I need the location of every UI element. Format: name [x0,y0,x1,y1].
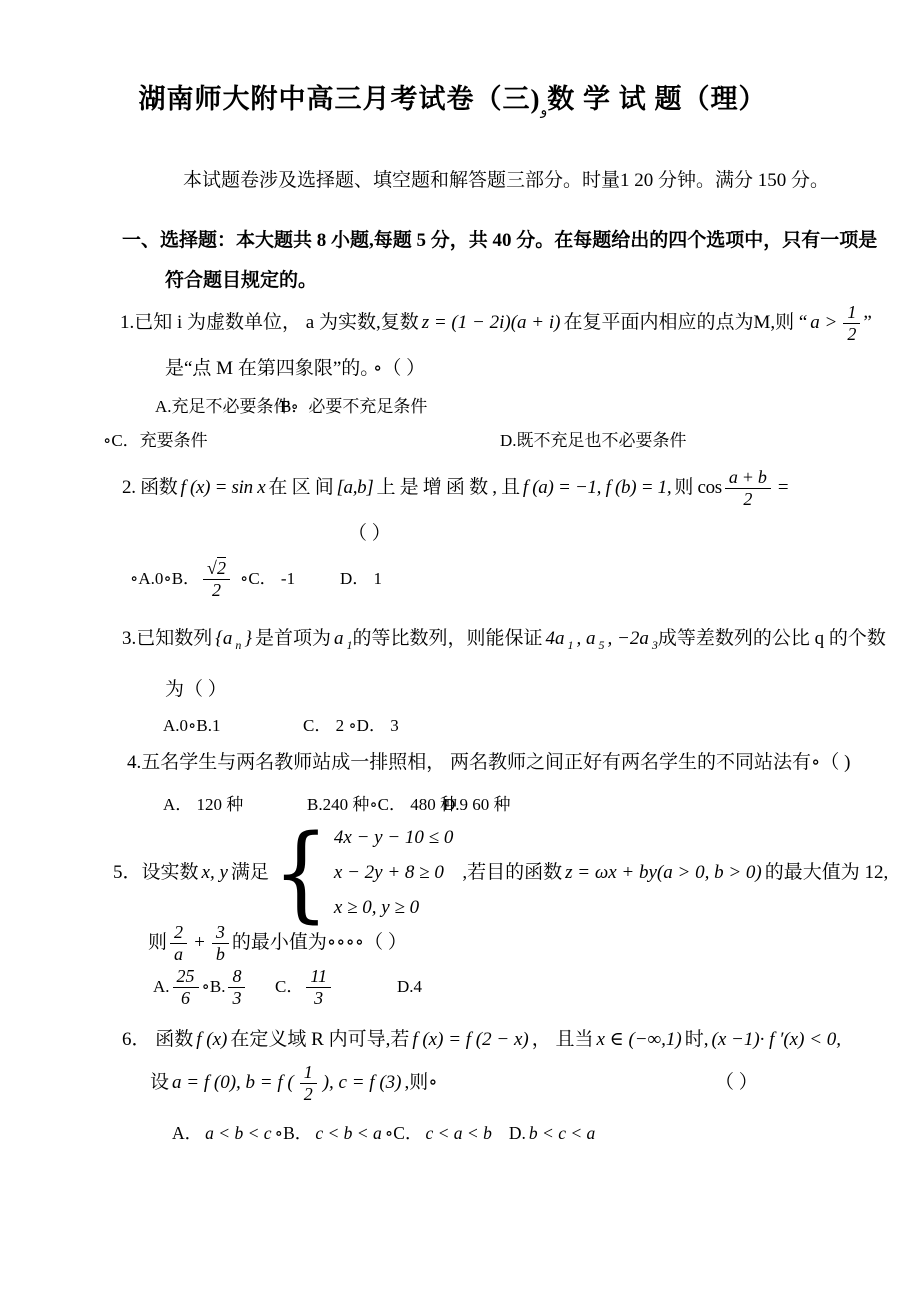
section1-heading-line2: 符合题目规定的。 [165,270,318,291]
q3-sub-1: 1 [346,637,353,652]
q3-text-3: 的等比数列，则能保证 [352,628,543,649]
q2-option-c: ∘C． -1 [240,569,296,588]
q2-option-b-denominator: 2 [211,579,221,600]
q6-text-4: 时, [684,1029,709,1050]
q3-sub-1b: 1 [567,637,574,652]
q2-sqrt [203,558,230,580]
q5-option-a-label: A. [153,977,170,996]
q5-math-objective: z = ωx + by(a > 0, b > 0) [565,862,762,883]
q4-option-d: D.9 60 种 [443,795,511,814]
q6-math-derivative: (x −1)· f ′(x) < 0, [711,1029,842,1050]
exam-title [0,86,905,123]
q2-fraction-a-plus-b-over-2 [725,467,771,509]
q2-math-function: f (x) = sin x [180,477,266,498]
q5-line2-text-2: 的最小值为∘∘∘∘（ ） [231,932,407,953]
q6-line2-text-1: 设 [150,1072,170,1093]
q5-option-b-fraction [228,966,245,1008]
q3-options-cd: C． 2 ∘D． 3 [303,716,399,735]
q5-fracC-den: 3 [314,987,324,1008]
q6-option-b-label: B． [283,1123,313,1143]
q2-option-d: D． 1 [340,569,383,588]
q5-option-c-label: C． [275,977,304,996]
q6-math-symmetry: f (x) = f (2 − x) [412,1029,529,1050]
q3-text-4: 成等差数列的公比 q 的个数 [657,628,886,649]
q2-text-1: 2. 函数 [122,477,178,498]
q1-option-d: D.既不充足也不必要条件 [500,431,687,450]
section1-heading-line1: 一、选择题：本大题共 8 小题,每题 5 分，共 40 分。在每题给出的四个选项中，只有一项是 [122,230,878,251]
q2-options-ab-group [130,549,233,609]
q1-option-b: B．必要不充足条件 [280,397,428,416]
q6-option-d-label: D. [508,1123,526,1143]
q1-frac-denominator: 2 [847,323,857,344]
q5-fracC-num: 11 [306,966,331,988]
q3-math-4a1: 4a [545,628,565,649]
q3-text-2: 是首项为 [254,628,331,649]
exam-subtitle: 本试题卷涉及选择题、填空题和解答题三部分。时量1 20 分钟。满分 150 分。 [183,170,830,191]
q2-option-a: ∘A.0∘ [130,569,172,588]
q6-option-a-label: A． [172,1123,203,1143]
q6-line2 [150,1056,438,1110]
q3-sub-3: 3 [651,637,658,652]
question-1-line2: 是“点 M 在第四象限”的。 [165,358,380,379]
q5-option-d: D.4 [397,977,423,996]
q5-fraction-3-over-b [212,922,229,964]
question-2-stem [122,458,792,518]
q5-frac1-den: a [174,943,184,964]
q3-math-seq-close: } [244,628,252,649]
q2-radical-sign: √ [207,557,217,578]
q1-text-1: 1.已知 i 为虚数单位， a 为实数,复数 [120,312,419,333]
q5-math-xy: x, y [201,862,228,883]
q1-text-2: 在复平面内相应的点为M,则 “ [563,312,808,333]
q5-text-2: 满足 [230,862,269,883]
q2-option-b-fraction-sqrt2-over-2 [203,558,230,600]
q2-options-row [0,549,920,609]
q6-math-abc-1: a = f (0), b = f ( [172,1072,294,1093]
q3-answer-bracket-line: 为（ ） [165,679,227,700]
q5-options-row [0,961,920,1013]
q6-text-2: 在定义域 R 内可导,若 [230,1029,410,1050]
q5-options-ab-group [153,961,248,1013]
q6-option-d-math: b < c < a [528,1123,596,1143]
question-4-stem: 4.五名学生与两名教师站成一排照相， 两名教师之间正好有两名学生的不同站法有∘（ ) [127,752,851,773]
q5-fracA-den: 6 [181,987,191,1008]
q2-math-equals: = [776,477,790,498]
q6-options-row [172,1120,598,1146]
question-5-stem [113,811,889,934]
q5-plus-sign: + [193,932,206,953]
q4-option-a: A． 120 种 [163,795,244,814]
q1-option-a: A.充足不必要条件∘ [155,397,299,416]
q5-line2-text-1: 则 [148,932,168,953]
q6-sep-1: ∘ [274,1123,284,1143]
q3-math-a1: a [334,628,344,649]
title-separator-mark: و [540,102,548,119]
q6-text-3: ， 且当 [531,1029,594,1050]
q5-fraction-2-over-a [170,922,187,964]
q5-inequality-1: 4x − y − 10 ≤ 0 [333,827,454,848]
q6-answer-bracket: （ ） [715,1072,758,1093]
q4-options-bc: B.240 种∘C． 480 种 [307,795,458,814]
q6-math-fx: f (x) [196,1029,228,1050]
q1-fraction-one-half [843,302,860,344]
q2-math-values: f (a) = −1, f (b) = 1, [522,477,672,498]
q3-math-a5: , a [576,628,596,649]
q1-option-c: ∘C．充要条件 [103,431,208,450]
q1-math-inequality: a > [810,312,838,333]
q3-math-seq-open: {a [215,628,233,649]
q5-fracB-num: 8 [228,966,245,988]
q5-option-b-label: ∘B. [201,977,226,996]
q3-math-neg2a3: , −2a [607,628,649,649]
q3-sub-n: n [235,637,242,652]
q2-frac-denominator: 2 [743,488,753,509]
q3-options-ab: A.0∘B.1 [163,716,221,735]
q2-radicand: 2 [216,557,226,578]
q3-options-row [0,713,920,737]
q5-option-c-group [275,961,334,1013]
q5-system-brace: { [272,811,329,934]
q5-frac2-den: b [215,943,225,964]
q5-fracA-num: 25 [173,966,199,988]
q5-frac2-num: 3 [212,922,229,944]
q5-text-3: ,若目的函数 [462,862,563,883]
q6-sep-2: ∘ [384,1123,394,1143]
q5-text-1: 5．设实数 [113,862,199,883]
q5-option-c-fraction [306,966,331,1008]
question-3-stem [122,626,886,652]
q1-math-complex: z = (1 − 2i)(a + i) [421,312,561,333]
q5-option-a-fraction [173,966,199,1008]
q5-text-4: 的最大值为 12, [764,862,889,883]
q2-math-interval: [a,b] [336,477,374,498]
q6-option-c-label: C． [393,1123,423,1143]
q6-option-b-math: c < b < a [315,1123,382,1143]
q2-frac-numerator: a + b [725,467,771,489]
q6-math-domain: x ∈ (−∞,1) [596,1029,682,1050]
q1-answer-bracket: ∘（ ） [373,358,426,379]
q1-options-row1 [0,394,920,418]
exam-title-main: 湖南师大附中高三月考试卷（三) [138,84,541,114]
q1-frac-numerator: 1 [843,302,860,324]
q6-option-a-math: a < b < c [205,1123,272,1143]
q2-text-3: 上 是 增 函 数 , 且 [376,477,520,498]
q6-option-c-math: c < a < b [425,1123,492,1143]
q5-inequality-2: x − 2y + 8 ≥ 0 [333,862,444,883]
q6-frac-num: 1 [300,1062,317,1084]
q3-sub-5: 5 [598,637,605,652]
q2-text-2: 在 区 间 [268,477,334,498]
q1-text-3: ” [863,312,872,333]
q6-line2-text-2: ,则∘ [404,1072,438,1093]
q3-text-1: 3.已知数列 [122,628,213,649]
q2-text-4: 则 cos [674,477,722,498]
question-6-stem [122,1027,844,1053]
q6-text-1: 6． 函数 [122,1029,194,1050]
q2-answer-bracket: （ ） [348,523,391,544]
q5-inequality-system [331,825,456,921]
question-1-stem [120,294,872,352]
q5-fracB-den: 3 [232,987,242,1008]
exam-title-subject: 数 学 试 题（理） [547,84,767,114]
q5-frac1-num: 2 [170,922,187,944]
q6-frac-den: 2 [303,1083,313,1104]
q2-option-b-label: B． [171,569,201,588]
q4-options-row [0,792,920,816]
q6-math-abc-2: ), c = f (3) [322,1072,402,1093]
q1-options-row2 [0,428,920,452]
q6-fraction-one-half [300,1062,317,1104]
q5-inequality-3: x ≥ 0, y ≥ 0 [333,897,420,918]
